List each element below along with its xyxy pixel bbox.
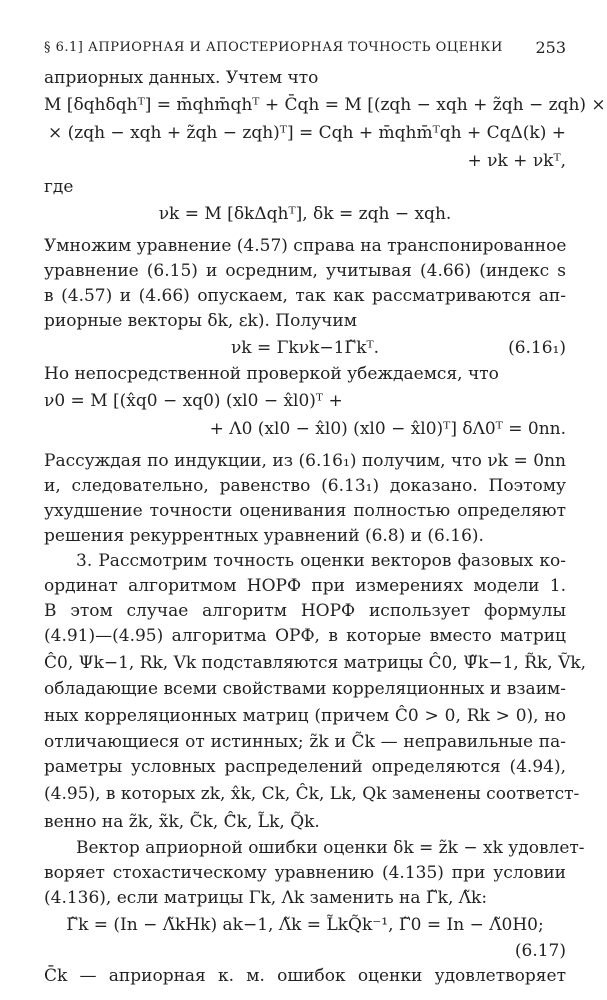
line-text: + Λ0 (xl0 − x̂l0) (xl0 − x̂l0)ᵀ] δΛ0ᵀ = 0nn. [209, 419, 566, 439]
equation-number: (6.16₁) [508, 338, 566, 358]
text-line [44, 836, 585, 861]
text-line [44, 234, 566, 259]
text-line [44, 574, 566, 599]
line-text: (4.95), в которых zk, x̂k, Ck, Ĉk, Lk, Qk заменены соответст- [44, 784, 580, 804]
text-line [44, 474, 566, 499]
formula-line [44, 147, 566, 175]
line-text: + νk + νkᵀ, [467, 151, 566, 171]
line-text: Ĉ0, Ψk−1, Rk, Vk подставляются матрицы Ĉ0, Ψ̃k−1, R̃k, Ṽk, [44, 653, 587, 673]
formula-line [44, 91, 606, 119]
line-text: ν0 = M [(x̂q0 − xq0) (xl0 − x̂l0)ᵀ + [44, 391, 343, 411]
line-text: В этом случае алгоритм НОРФ использует формулы [44, 601, 566, 621]
formula-line [44, 415, 566, 443]
line-text: C̄k — априорная к. м. ошибок оценки удовлетворяет [44, 966, 566, 986]
text-line [44, 939, 566, 964]
line-text: раметры условных распределений определяются (4.94), [44, 757, 566, 777]
text-line [44, 964, 566, 989]
line-text: в (4.57) и (4.66) опускаем, так как рассматриваются ап- [44, 286, 566, 306]
line-text: ухудшение точности оценивания полностью определяют [44, 501, 566, 521]
formula-line [44, 808, 566, 836]
running-title: § 6.1] АПРИОРНАЯ И АПОСТЕРИОРНАЯ ТОЧНОСТЬ ОЦЕНКИ [44, 40, 503, 55]
line-text: (4.136), если матрицы Γk, Λk заменить на Γ̃k, Λ̃k: [44, 888, 488, 908]
text-line [44, 677, 566, 702]
line-text: (4.91)—(4.95) алгоритма ОРФ, в которые вместо матриц [44, 626, 566, 646]
line-text: где [44, 177, 74, 197]
line-text: воряет стохастическому уравнению (4.135) при условии [44, 863, 566, 883]
formula-line [44, 649, 587, 677]
body-text [44, 66, 606, 989]
text-line [44, 886, 566, 911]
text-line [44, 309, 566, 334]
running-header [44, 40, 566, 66]
line-text: Рассуждая по индукции, из (6.16₁) получим, что νk = 0nn [44, 451, 566, 471]
line-text: Вектор априорной ошибки оценки δk = z̃k − xk удовлет- [76, 838, 585, 858]
line-text: и, следовательно, равенство (6.13₁) доказано. Поэтому [44, 476, 566, 496]
text-line [44, 861, 566, 886]
text-line [44, 524, 566, 549]
text-line [44, 499, 566, 524]
formula-line [44, 334, 566, 362]
line-text: νk = M [δkΔqhᵀ], δk = zqh − xqh. [158, 204, 452, 224]
line-text: Γ̃k = (In − Λ̃kHk) ak−1, Λ̃k = L̃kQ̃k⁻¹, Γ̃0 = In − Λ̃0H0; [66, 915, 544, 935]
formula-line [44, 911, 566, 939]
formula-line [44, 200, 566, 228]
line-text: обладающие всеми свойствами корреляционных и взаим- [44, 679, 566, 699]
page [44, 38, 606, 989]
text-line [44, 599, 566, 624]
text-line [44, 730, 566, 755]
line-text: × (zqh − xqh + z̃qh − zqh)ᵀ] = Cqh + m̄qhm̄ᵀqh + CqΔ(k) + [47, 123, 566, 143]
line-text: ных корреляционных матриц (причем Ĉ0 > 0, Rk > 0), но [44, 706, 566, 726]
text-line [44, 755, 566, 780]
page-number: 253 [535, 38, 566, 57]
line-text: Но непосредственной проверкой убеждаемся, что [44, 364, 499, 384]
text-line [44, 284, 566, 309]
line-text: Умножим уравнение (4.57) справа на транспонированное [44, 236, 567, 256]
line-text: риорные векторы δk, εk). Получим [44, 311, 357, 331]
line-text: априорных данных. Учтем что [44, 68, 319, 88]
text-line [44, 259, 566, 284]
formula-line [44, 387, 566, 415]
text-line [44, 624, 566, 649]
line-text: νk = Γkνk−1Γ̃kᵀ. [230, 338, 380, 358]
line-text: уравнение (6.15) и осредним, учитывая (4.66) (индекс s [44, 261, 566, 281]
text-line [44, 175, 566, 200]
line-text: M [δqhδqhᵀ] = m̄qhm̄qhᵀ + C̄qh = M [(zqh − xqh + z̃qh − zqh) × [44, 95, 606, 115]
text-line [44, 362, 566, 387]
line-text: ординат алгоритмом НОРФ при измерениях модели 1. [44, 576, 566, 596]
text-line [44, 549, 566, 574]
line-text: решения рекуррентных уравнений (6.8) и (6.16). [44, 526, 484, 546]
formula-line [44, 780, 580, 808]
line-text: 3. Рассмотрим точность оценки векторов фазовых ко- [76, 551, 566, 571]
text-line [44, 66, 566, 91]
line-text: (6.17) [514, 941, 566, 961]
line-text: венно на z̃k, x̃k, C̃k, Ĉ̃k, L̃k, Q̃k. [44, 812, 320, 832]
line-text: отличающиеся от истинных; z̃k и C̃k — неправильные па- [44, 732, 566, 752]
formula-line [44, 702, 566, 730]
text-line [44, 449, 566, 474]
formula-line [44, 119, 566, 147]
